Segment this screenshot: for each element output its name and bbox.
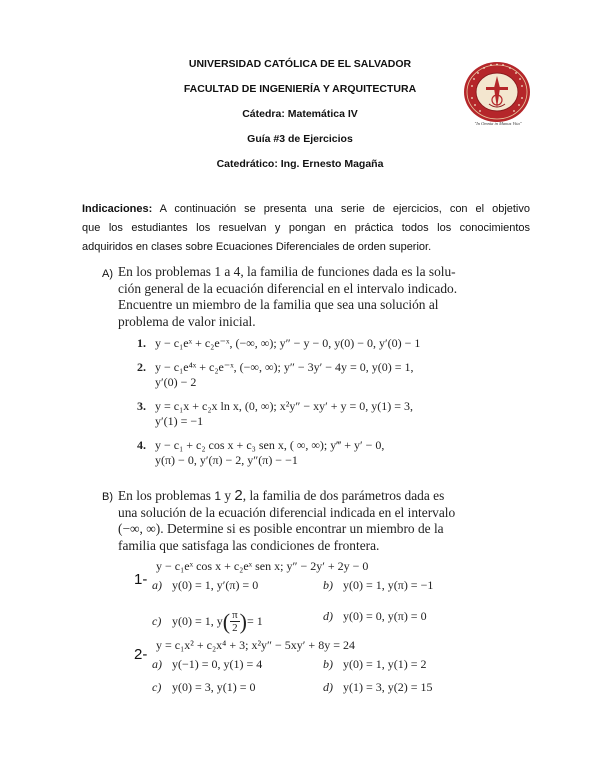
problem-2-option-b: b) y(0) = 1, y(1) = 2 [323, 657, 427, 671]
section-b-label: B) [102, 491, 113, 503]
university-name: UNIVERSIDAD CATÓLICA DE EL SALVADOR [188, 58, 412, 70]
problem-2-label: 2- [134, 646, 148, 663]
problem-1-option-d: d) y(0) = 0, y(π) = 0 [323, 609, 427, 623]
problem-1-label: 1- [134, 571, 148, 588]
problem-1-option-b: b) y(0) = 1, y(π) = −1 [323, 578, 434, 592]
instructions-label: Indicaciones: [82, 203, 153, 215]
instructions-line-3: adquiridos en clases sobre Ecuaciones Diferenciales de orden superior. [82, 241, 432, 253]
seal-motto: "In Omnia in Manus Vita" [474, 121, 522, 126]
section-a-problem-3: 3. y = c₁x + c₂x ln x, (0, ∞); x²y″ − xy′ + y = 0, y(1) = 3, y′(1) = −1 [137, 399, 414, 428]
university-seal-icon [462, 60, 532, 124]
problem-2-equation: y = c₁x² + c₂x⁴ + 3; x²y″ − 5xy′ + 8y = 24 [156, 638, 355, 652]
section-b-intro: En los problemas 1 y 2, la familia de dos parámetros dada es una solución de la ecuación diferencial indicada en el intervalo (−∞, ∞). Determine si es posible encontrar un miembro de la familia que satisfaga las condiciones de frontera. [118, 487, 456, 553]
pi-over-2-fraction: π 2 [232, 609, 238, 634]
problem-2-option-a: a) y(−1) = 0, y(1) = 4 [152, 657, 263, 671]
course-chair: Cátedra: Matemática IV [242, 108, 358, 120]
instructions-paragraph [82, 200, 530, 257]
instructions-line-2: que los estudiantes los resuelvan y pongan en práctica todos los conocimientos [82, 222, 530, 234]
faculty-name: FACULTAD DE INGENIERÍA Y ARQUITECTURA [183, 83, 417, 95]
section-a-problem-2: 2. y − c₁e⁴ˣ + c₂e⁻ˣ, (−∞, ∞); y″ − 3y′ − 4y = 0, y(0) = 1, y′(0) − 2 [137, 360, 414, 389]
professor-name: Catedrático: Ing. Ernesto Magaña [216, 158, 384, 170]
problem-1-option-c: c) y(0) = 1, y ( π 2 ) = 1 [152, 608, 263, 634]
instructions-line-1: Indicaciones: A continuación se presenta una serie de ejercicios, con el objetivo [82, 203, 530, 215]
problem-2-option-d: d) y(1) = 3, y(2) = 15 [323, 680, 433, 694]
section-a-problem-1: 1. y − c₁eˣ + c₂e⁻ˣ, (−∞, ∞); y″ − y − 0, y(0) − 0, y′(0) − 1 [137, 336, 421, 350]
problem-1-equation: y − c₁eˣ cos x + c₂eˣ sen x; y″ − 2y′ + 2y − 0 [156, 559, 369, 573]
section-a-label: A) [102, 268, 113, 280]
guide-title: Guía #3 de Ejercicios [247, 133, 353, 145]
problem-1-option-a: a) y(0) = 1, y′(π) = 0 [152, 578, 259, 592]
problem-2-option-c: c) y(0) = 3, y(1) = 0 [152, 680, 256, 694]
section-a-intro: En los problemas 1 a 4, la familia de funciones dada es la solu- ción general de la ecuación diferencial en el intervalo indicado. Encuentre un miembro de la familia que sea una solución al problema de valor inicial. [118, 264, 458, 329]
section-a-problem-4: 4. y − c₁ + c₂ cos x + c₃ sen x, ( ∞, ∞); y‴ + y′ − 0, y(π) − 0, y′(π) − 2, y″(π) − −1 [137, 438, 385, 467]
